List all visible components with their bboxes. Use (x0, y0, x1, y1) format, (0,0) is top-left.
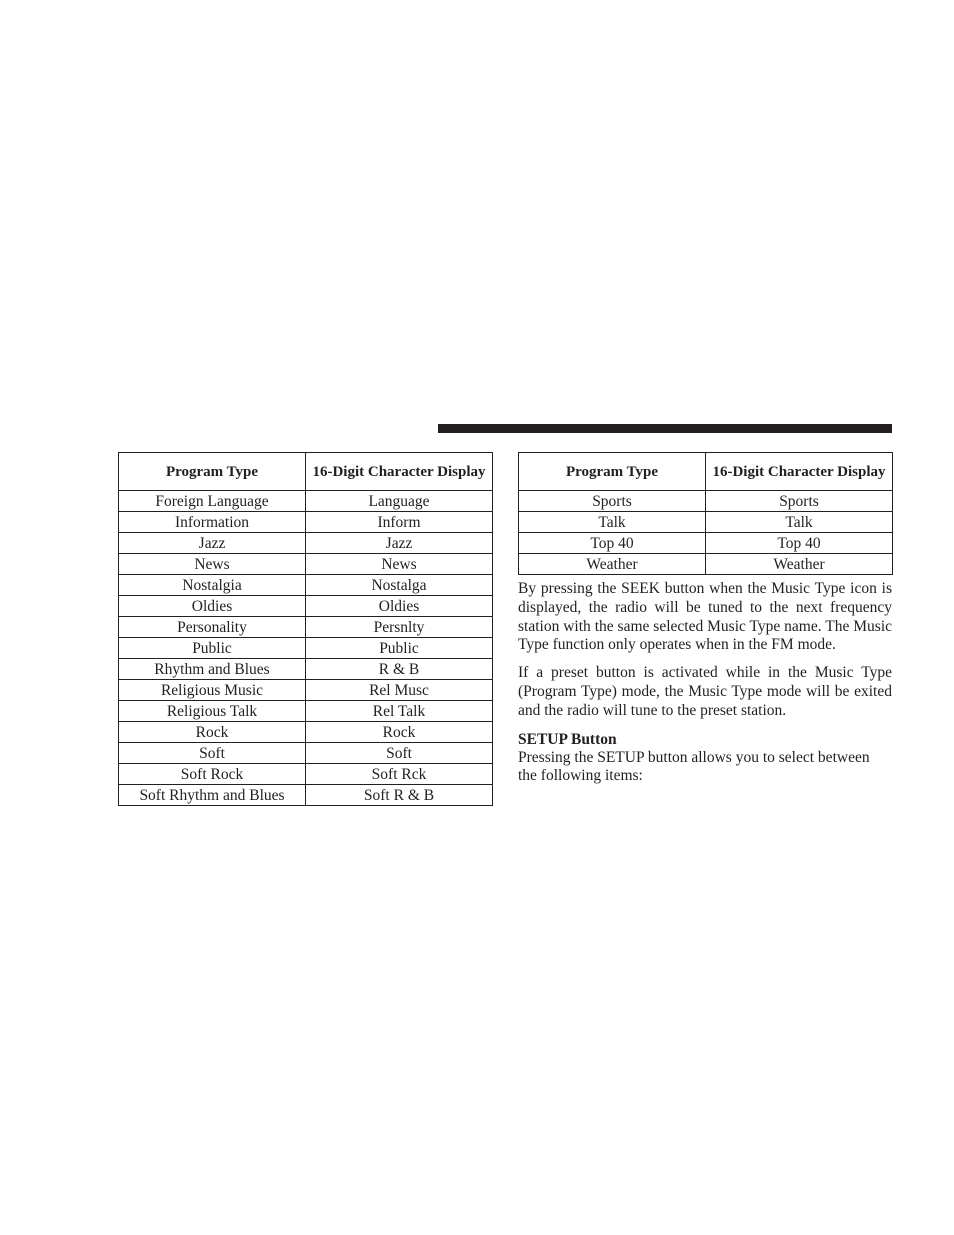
program-type-cell: Public (119, 638, 306, 659)
program-type-cell: Soft Rock (119, 764, 306, 785)
table-row (519, 512, 893, 533)
display-cell: News (306, 554, 493, 575)
program-type-cell: Talk (519, 512, 706, 533)
body-text-column (518, 580, 892, 795)
display-cell: Persnlty (306, 617, 493, 638)
program-type-cell: Soft Rhythm and Blues (119, 785, 306, 806)
program-type-table-right (518, 452, 893, 575)
display-cell: Soft R & B (306, 785, 493, 806)
preset-paragraph: If a preset button is activated while in the Music Type (Program Type) mode, the Music Type mode will be exited and the radio will tune to the preset station. (518, 664, 892, 719)
table-row (119, 638, 493, 659)
program-type-cell: Top 40 (519, 533, 706, 554)
program-type-cell: Jazz (119, 533, 306, 554)
program-type-cell: Foreign Language (119, 491, 306, 512)
program-type-cell: Nostalgia (119, 575, 306, 596)
display-cell: Sports (706, 491, 893, 512)
display-cell: Jazz (306, 533, 493, 554)
display-cell: Rel Talk (306, 701, 493, 722)
header-rule (438, 424, 892, 433)
display-cell: Nostalga (306, 575, 493, 596)
program-type-cell: Religious Music (119, 680, 306, 701)
display-cell: Top 40 (706, 533, 893, 554)
column-header-program-type: Program Type (119, 453, 306, 491)
seek-paragraph: By pressing the SEEK button when the Music Type icon is displayed, the radio will be tuned to the next frequency station with the same selected Music Type name. The Music Type function only operates when in the FM mode. (518, 580, 892, 654)
column-header-display: 16-Digit Character Display (306, 453, 493, 491)
program-type-cell: Religious Talk (119, 701, 306, 722)
table-row (519, 491, 893, 512)
table-row (119, 575, 493, 596)
program-type-cell: Oldies (119, 596, 306, 617)
display-cell: Soft (306, 743, 493, 764)
display-cell: Public (306, 638, 493, 659)
column-header-program-type: Program Type (519, 453, 706, 491)
table-row (119, 554, 493, 575)
display-cell: Rel Musc (306, 680, 493, 701)
display-cell: Inform (306, 512, 493, 533)
table-row (119, 743, 493, 764)
display-cell: Language (306, 491, 493, 512)
program-type-cell: Information (119, 512, 306, 533)
table-row (119, 596, 493, 617)
program-type-cell: News (119, 554, 306, 575)
table-row (119, 701, 493, 722)
program-type-cell: Rock (119, 722, 306, 743)
setup-button-heading: SETUP Button (518, 730, 617, 748)
program-type-cell: Weather (519, 554, 706, 575)
column-header-display: 16-Digit Character Display (706, 453, 893, 491)
display-cell: Talk (706, 512, 893, 533)
program-type-cell: Personality (119, 617, 306, 638)
program-type-cell: Rhythm and Blues (119, 659, 306, 680)
table-row (119, 785, 493, 806)
display-cell: R & B (306, 659, 493, 680)
display-cell: Oldies (306, 596, 493, 617)
display-cell: Soft Rck (306, 764, 493, 785)
table-row (119, 722, 493, 743)
table-row (519, 554, 893, 575)
table-header-row (519, 453, 893, 491)
table-row (119, 680, 493, 701)
table-row (119, 659, 493, 680)
table-row (119, 764, 493, 785)
setup-paragraph: Pressing the SETUP button allows you to select between the following items: (518, 748, 870, 785)
table-header-row (119, 453, 493, 491)
display-cell: Weather (706, 554, 893, 575)
program-type-cell: Sports (519, 491, 706, 512)
table-row (119, 533, 493, 554)
display-cell: Rock (306, 722, 493, 743)
program-type-cell: Soft (119, 743, 306, 764)
table-row (519, 533, 893, 554)
program-type-table-left (118, 452, 493, 806)
table-row (119, 617, 493, 638)
table-row (119, 491, 493, 512)
table-row (119, 512, 493, 533)
